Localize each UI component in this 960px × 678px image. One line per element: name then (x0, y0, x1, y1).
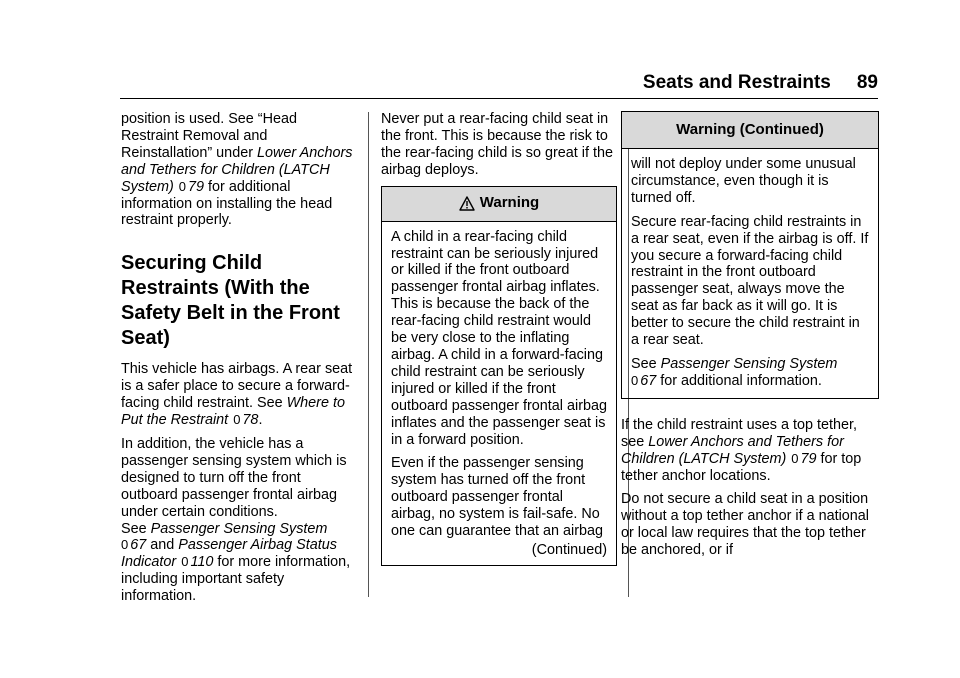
warning-box (381, 186, 617, 566)
text: for more information, including important safety information. (121, 554, 351, 605)
column-1 (121, 111, 357, 612)
warning-paragraph: Secure rear-facing child restraints in a rear seat, even if the airbag is off. If you secure a forward-facing child restraint in the front outboard passenger seat, always move the seat as far back as it will go. It is better to secure the child restraint in a rear seat. (631, 213, 869, 349)
text: position is used. See “Head Restraint Removal and Reinstallation” under (121, 111, 297, 161)
column-divider-1 (368, 112, 369, 597)
warning-title: Warning (479, 194, 540, 212)
paragraph-tether-law: Do not secure a child seat in a position without a top tether anchor if a national or local law requires that the top tether be anchored, or if (621, 491, 869, 559)
page-reference-icon: 0 (631, 372, 639, 388)
xref-page[interactable]: 110 (190, 554, 214, 571)
paragraph-rear-facing: Never put a rear-facing child seat in the front. This is because the risk to the rear-facing child is so great if the airbag deploys. (381, 111, 613, 178)
xref-latch[interactable]: Lower Anchors and Tethers for Children (LATCH System) (621, 433, 844, 467)
paragraph-top-tether (621, 417, 879, 485)
warning-header (382, 187, 616, 222)
xref-where-to-put[interactable]: Where to Put the Restraint (121, 395, 345, 429)
xref-page[interactable]: 78 (242, 412, 259, 429)
warning-paragraph: will not deploy under some unusual circumstance, even though it is turned off. (631, 156, 856, 206)
text: . (258, 412, 263, 429)
paragraph-head-restraint (121, 111, 357, 229)
text: and (146, 537, 179, 554)
xref-passenger-sensing[interactable]: Passenger Sensing System (660, 355, 838, 372)
warning-paragraph: Even if the passenger sensing system has turned off the front outboard passenger frontal airbag, no system is fail-safe. No one can guarantee that an airbag (391, 455, 604, 540)
paragraph-sensing-system (121, 436, 357, 605)
warning-triangle-icon (459, 196, 475, 211)
text: See (631, 355, 661, 372)
continued-label: (Continued) (531, 541, 607, 558)
warning-paragraph: A child in a rear-facing child restraint can be seriously injured or killed if the front outboard passenger frontal airbag inflates. This is because the back of the rear-facing child restraint would be very close to the inflating airbag. A child in a forward-facing child restraint can be seriously injured or killed if the front outboard passenger frontal airbag inflates and the passenger seat is in a forward position. (391, 228, 608, 448)
xref-page[interactable]: 79 (800, 450, 817, 467)
warning-body (382, 222, 616, 565)
xref-page[interactable]: 67 (130, 537, 147, 554)
text: for additional information on installing the head restraint properly. (121, 178, 333, 229)
page-reference-icon: 0 (233, 412, 241, 428)
warning-paragraph (631, 356, 869, 390)
warning-header (622, 112, 878, 149)
xref-passenger-sensing[interactable]: Passenger Sensing System (150, 520, 328, 537)
section-title: Seats and Restraints (642, 72, 831, 93)
text: If the child restraint uses a top tether, see (621, 416, 857, 450)
page-reference-icon: 0 (791, 450, 799, 466)
paragraph-airbags (121, 361, 357, 429)
page-reference-icon: 0 (121, 537, 129, 553)
column-3 (621, 111, 879, 566)
text: for additional information. (656, 372, 822, 389)
text: In addition, the vehicle has a passenger sensing system which is designed to turn off the front outboard passenger frontal airbag under certain conditions. (121, 435, 347, 520)
page-number: 89 (856, 72, 878, 93)
page-reference-icon: 0 (178, 178, 187, 194)
text: This vehicle has airbags. A rear seat is a safer place to secure a forward-facing child restraint. See (121, 361, 353, 412)
column-2 (381, 111, 617, 566)
warning-box-continued (621, 111, 879, 399)
xref-latch[interactable]: Lower Anchors and Tethers for Children (LATCH System) (121, 144, 353, 195)
text: for top tether anchor locations. (621, 450, 862, 484)
warning-title: Warning (Continued) (676, 120, 824, 138)
page-header (120, 70, 878, 96)
text: See (121, 520, 151, 537)
xref-page[interactable]: 79 (188, 178, 205, 195)
xref-page[interactable]: 67 (640, 372, 657, 389)
page-reference-icon: 0 (181, 554, 189, 570)
header-rule (120, 98, 878, 99)
xref-airbag-status[interactable]: Passenger Airbag Status Indicator (121, 537, 337, 571)
warning-body (622, 149, 878, 398)
section-heading: Securing Child Restraints (With the Safety Belt in the Front Seat) (121, 252, 340, 350)
